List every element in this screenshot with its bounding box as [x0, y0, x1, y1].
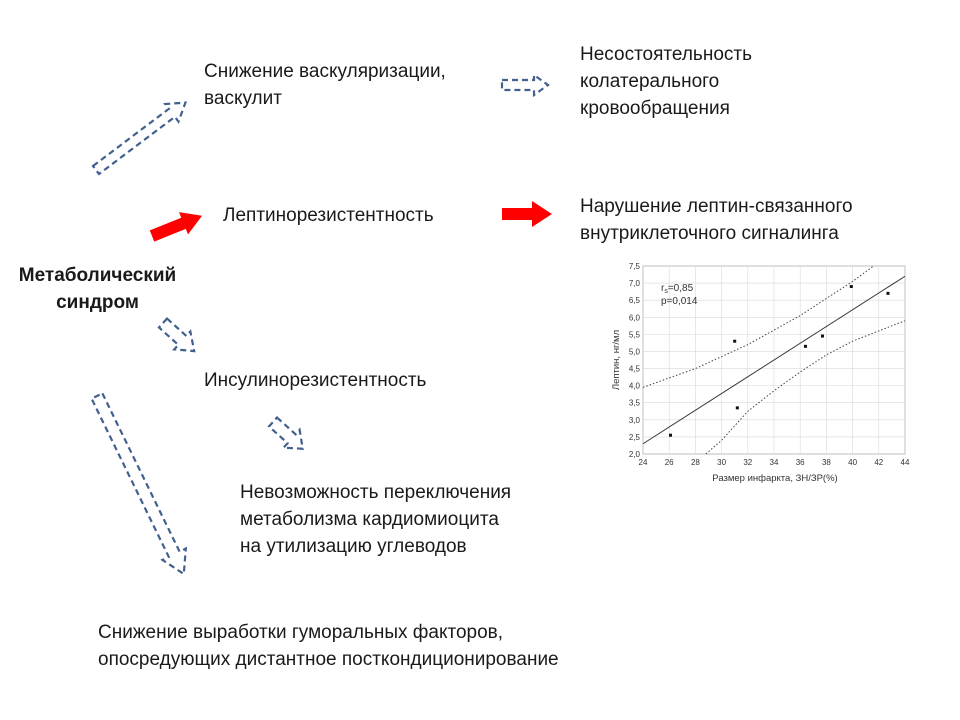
- node-collateral-line-2: колатерального: [580, 71, 720, 92]
- chart-x-tick-label: 26: [664, 458, 674, 467]
- dashed-arrow-to-collateral-shape: [502, 75, 548, 95]
- dashed-arrow-to-vascularization-shape: [89, 94, 192, 179]
- chart-data-point: [850, 285, 853, 288]
- chart-x-tick-label: 44: [900, 458, 910, 467]
- chart-data-point: [736, 406, 739, 409]
- chart-y-tick-label: 2,5: [628, 432, 640, 442]
- chart-y-tick-label: 7,5: [628, 262, 640, 271]
- dashed-arrow-to-metabolism-shape: [265, 413, 311, 458]
- solid-arrow-to-leptin-resistance: [148, 205, 207, 247]
- chart-annotation-rs: [661, 283, 694, 295]
- chart-data-point: [804, 345, 807, 348]
- node-leptin-signaling-line-1: Нарушение лептин-связанного: [580, 196, 853, 217]
- chart-data-point: [669, 434, 672, 437]
- chart-y-tick-label: 5,0: [628, 347, 640, 357]
- dashed-arrow-to-insulin: [155, 314, 202, 360]
- chart-x-tick-label: 38: [821, 458, 831, 467]
- node-leptin-resistance-line-1: Лептинорезистентность: [223, 205, 434, 226]
- node-vascularization-line-1: Снижение васкуляризации,: [204, 61, 446, 82]
- dashed-arrow-to-humoral: [85, 390, 195, 579]
- node-collateral-line-3: кровообращения: [580, 98, 730, 119]
- chart-data-point: [821, 335, 824, 338]
- node-collateral-line-1: Несостоятельность: [580, 44, 752, 65]
- center-label-line-1: Метаболический: [18, 265, 177, 286]
- dashed-arrow-to-metabolism: [265, 413, 311, 458]
- chart-x-tick-label: 40: [848, 458, 858, 467]
- node-metabolism-line-3: на утилизацию углеводов: [240, 536, 467, 557]
- node-leptin-signaling-line-2: внутриклеточного сигналинга: [580, 223, 839, 244]
- chart-x-tick-label: 30: [717, 458, 727, 467]
- chart-x-tick-label: 24: [638, 458, 648, 467]
- leptin-infarct-scatter-chart: [605, 255, 910, 485]
- node-humoral-line-2: опосредующих дистантное посткондиционирование: [98, 649, 559, 670]
- chart-x-tick-label: 28: [690, 458, 700, 467]
- chart-annotation-p: p=0,014: [661, 296, 698, 307]
- chart-x-tick-label: 36: [795, 458, 805, 467]
- dashed-arrow-to-humoral-shape: [85, 390, 195, 579]
- chart-y-tick-label: 4,5: [628, 364, 640, 374]
- dashed-arrow-to-insulin-shape: [155, 314, 202, 360]
- node-vascularization-line-2: васкулит: [204, 88, 282, 109]
- chart-data-point: [733, 340, 736, 343]
- rs-value: =0,85: [667, 283, 694, 294]
- chart-y-tick-label: 4,0: [628, 381, 640, 391]
- rs-sub: s: [664, 288, 668, 295]
- chart-data-point: [886, 292, 889, 295]
- chart-x-tick-label: 42: [874, 458, 884, 467]
- chart-x-tick-label: 32: [743, 458, 753, 467]
- node-metabolism-line-2: метаболизма кардиомиоцита: [240, 509, 499, 530]
- node-insulin-resistance-line-1: Инсулинорезистентность: [204, 370, 427, 391]
- chart-y-tick-label: 3,0: [628, 415, 640, 425]
- dashed-arrow-to-collateral: [502, 75, 548, 95]
- chart-y-tick-label: 2,0: [628, 450, 640, 459]
- rs-label: r: [661, 283, 665, 294]
- chart-xlabel: Размер инфаркта, ЗН/ЗР(%): [712, 473, 838, 484]
- center-label-line-2: синдром: [56, 292, 139, 313]
- dashed-arrow-to-vascularization: [89, 94, 192, 179]
- chart-y-tick-label: 6,0: [628, 313, 640, 323]
- chart-y-tick-label: 6,5: [628, 296, 640, 306]
- chart-x-tick-label: 34: [769, 458, 779, 467]
- chart-y-tick-label: 3,5: [628, 398, 640, 408]
- chart-ylabel: Лептин, нг/мл: [611, 329, 622, 391]
- solid-arrow-to-leptin-signaling: [502, 201, 552, 227]
- node-humoral-line-1: Снижение выработки гуморальных факторов,: [98, 622, 504, 643]
- node-metabolism-line-1: Невозможность переключения: [240, 482, 512, 503]
- chart-y-tick-label: 7,0: [628, 279, 640, 289]
- solid-arrow-to-leptin-resistance-shape: [148, 205, 207, 247]
- solid-arrow-to-leptin-signaling-shape: [502, 201, 552, 227]
- chart-y-tick-label: 5,5: [628, 330, 640, 340]
